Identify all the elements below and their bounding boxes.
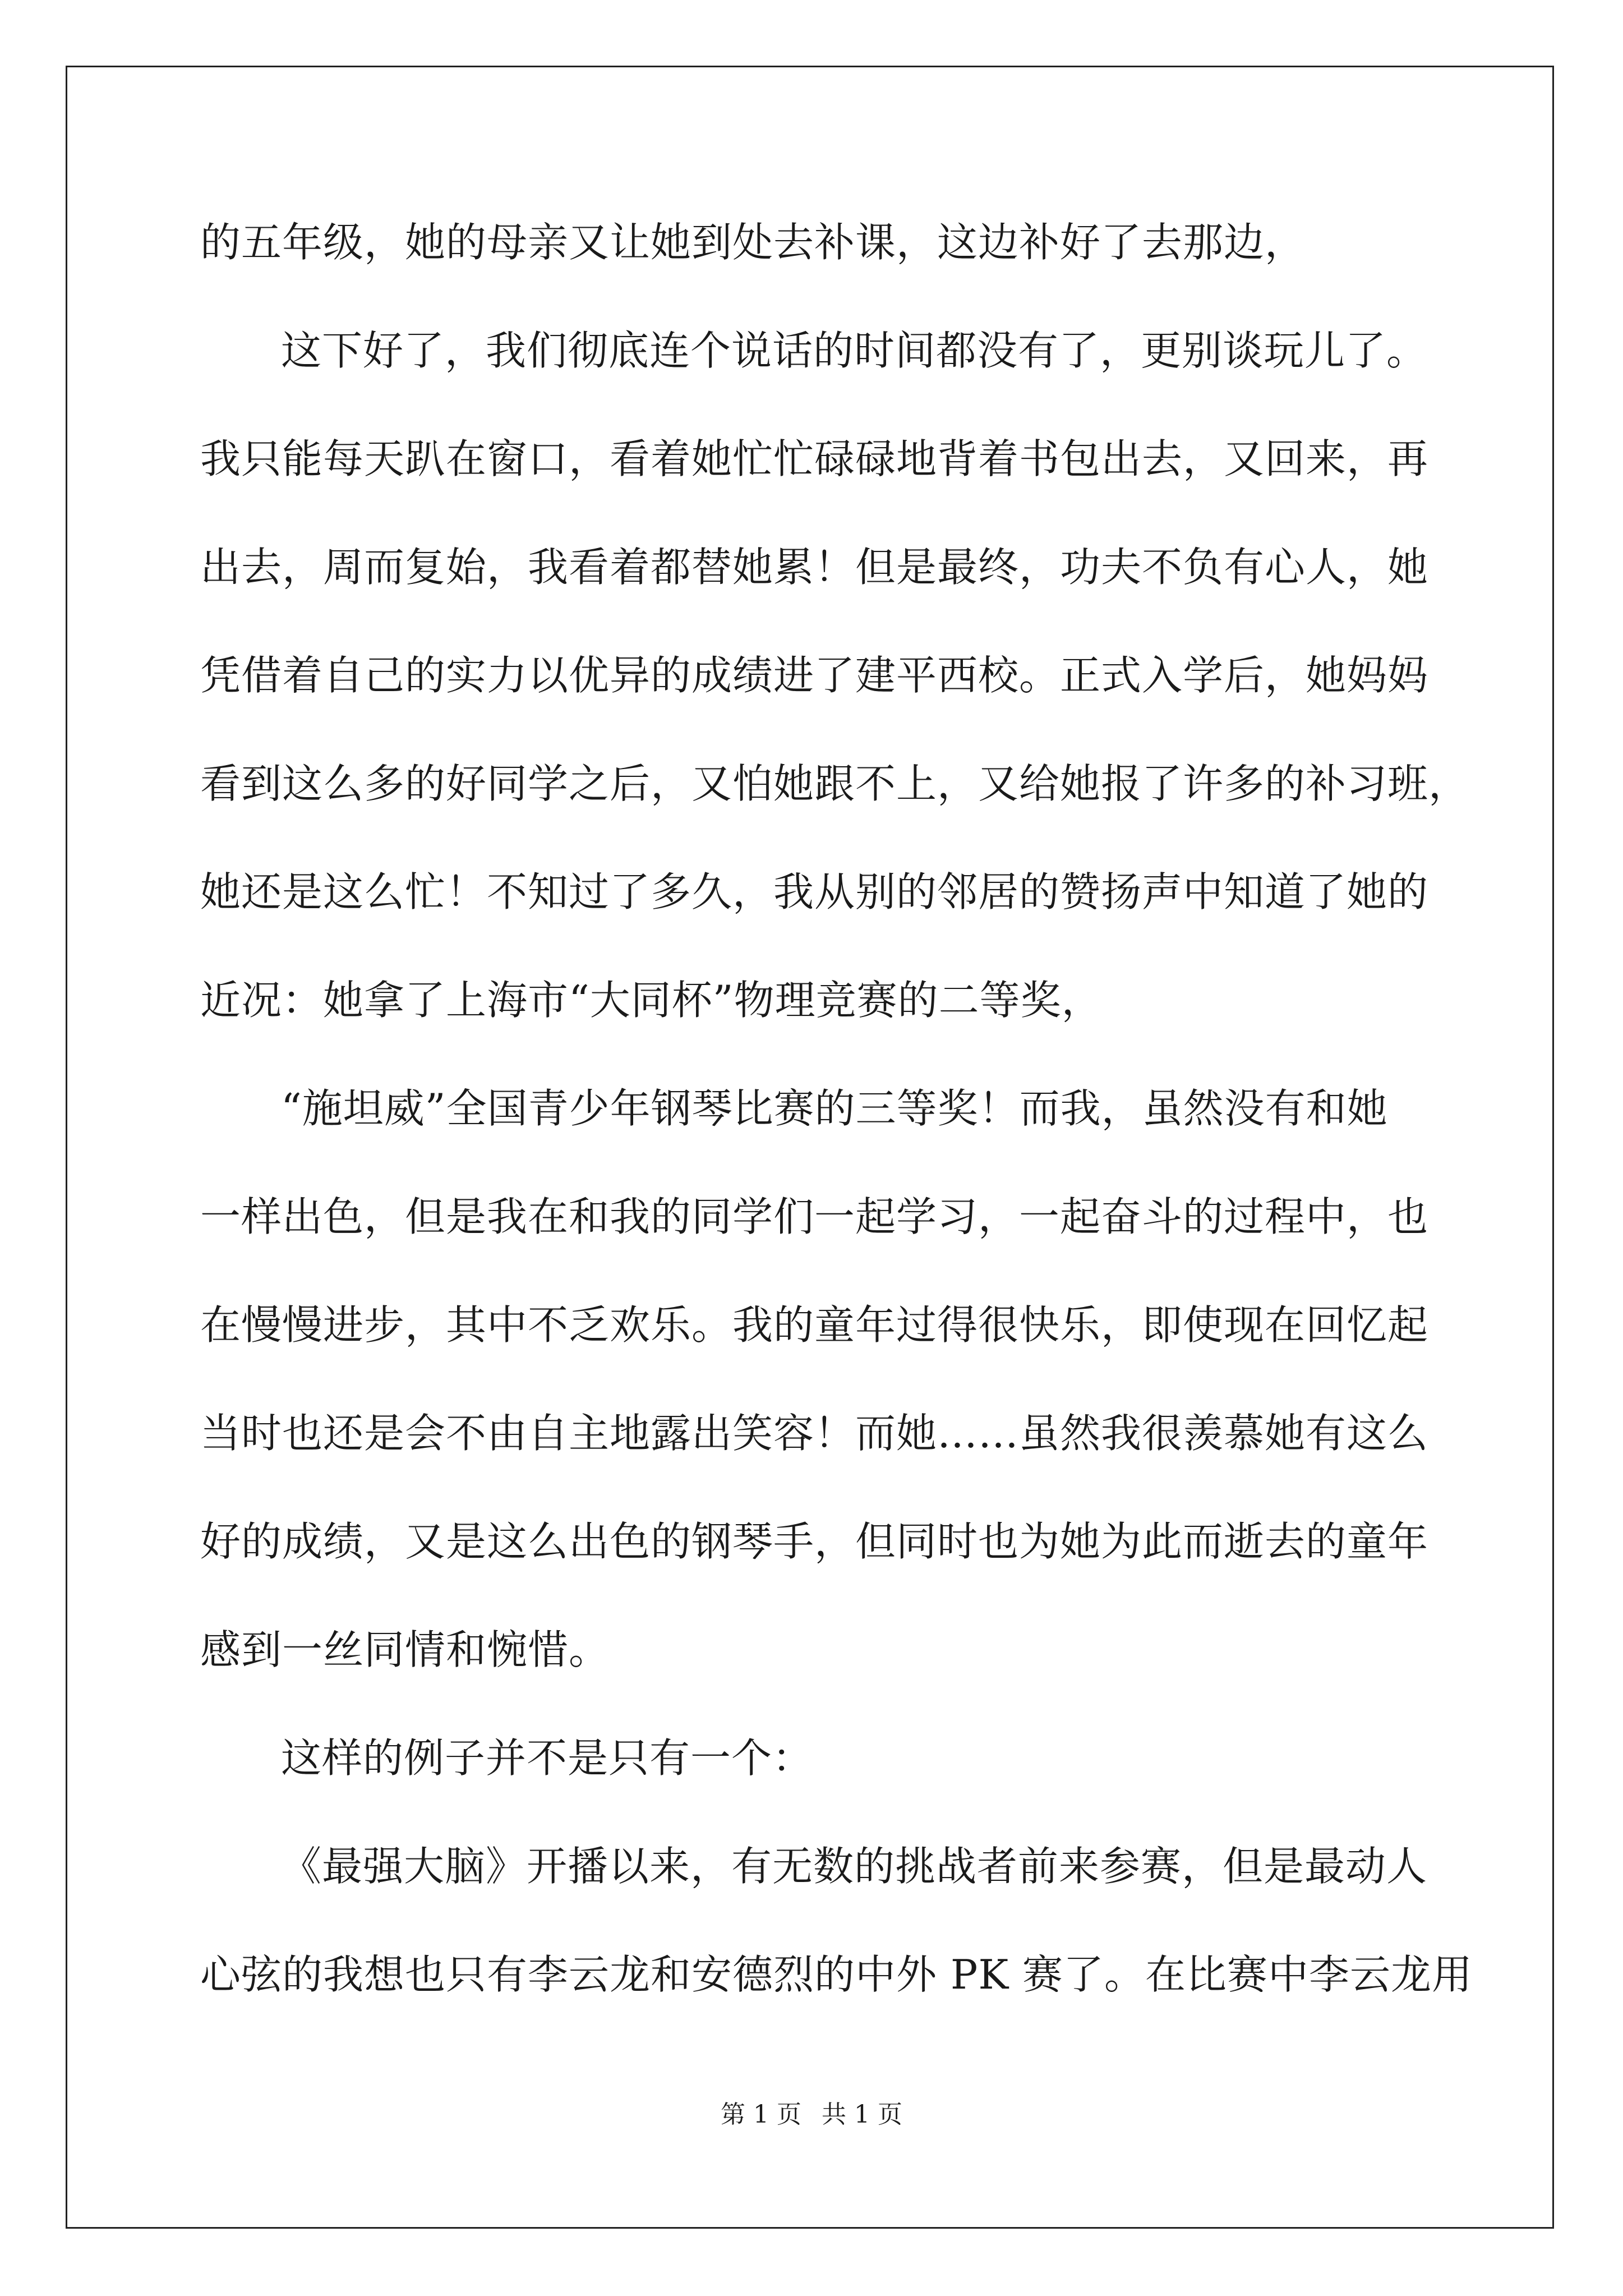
- text-line: 在慢慢进步，其中不乏欢乐。我的童年过得很快乐，即使现在回忆起: [200, 1301, 1429, 1349]
- text-line: “施坦威”全国青少年钢琴比赛的三等奖！而我，虽然没有和她: [281, 1085, 1388, 1132]
- text-line: 我只能每天趴在窗口，看着她忙忙碌碌地背着书包出去，又回来，再: [200, 435, 1429, 482]
- text-line: 凭借着自己的实力以优异的成绩进了建平西校。正式入学后，她妈妈: [200, 652, 1429, 699]
- text-line: 出去，周而复始，我看着都替她累！但是最终，功夫不负有心人，她: [200, 544, 1429, 591]
- text-line: 这下好了，我们彻底连个说话的时间都没有了，更别谈玩儿了。: [281, 327, 1428, 374]
- page-border: [66, 66, 1554, 2229]
- text-line: 一样出色，但是我在和我的同学们一起学习，一起奋斗的过程中，也: [200, 1193, 1429, 1240]
- text-line: 她还是这么忙！不知过了多久，我从别的邻居的赞扬声中知道了她的: [200, 868, 1429, 915]
- text-line: 当时也还是会不由自主地露出笑容！而她……虽然我很羡慕她有这么: [200, 1410, 1429, 1457]
- text-line: 感到一丝同情和惋惜。: [200, 1626, 610, 1673]
- text-line: 《最强大脑》开播以来，有无数的挑战者前来参赛，但是最动人: [281, 1843, 1428, 1890]
- text-line: 的五年级，她的母亲又让她到处去补课，这边补好了去那边，: [200, 219, 1306, 266]
- text-line: 看到这么多的好同学之后，又怕她跟不上，又给她报了许多的补习班，: [200, 760, 1470, 807]
- text-line: 这样的例子并不是只有一个：: [281, 1734, 814, 1782]
- page-footer: [0, 2098, 1623, 2132]
- page-total: 共 1 页: [822, 2100, 902, 2129]
- text-line: 心弦的我想也只有李云龙和安德烈的中外 PK 赛了。在比赛中李云龙用: [200, 1951, 1473, 1998]
- text-line: 近况：她拿了上海市“大同杯”物理竞赛的二等奖，: [200, 977, 1103, 1024]
- page-number: 第 1 页: [721, 2100, 801, 2129]
- text-line: 好的成绩，又是这么出色的钢琴手，但同时也为她为此而逝去的童年: [200, 1518, 1429, 1565]
